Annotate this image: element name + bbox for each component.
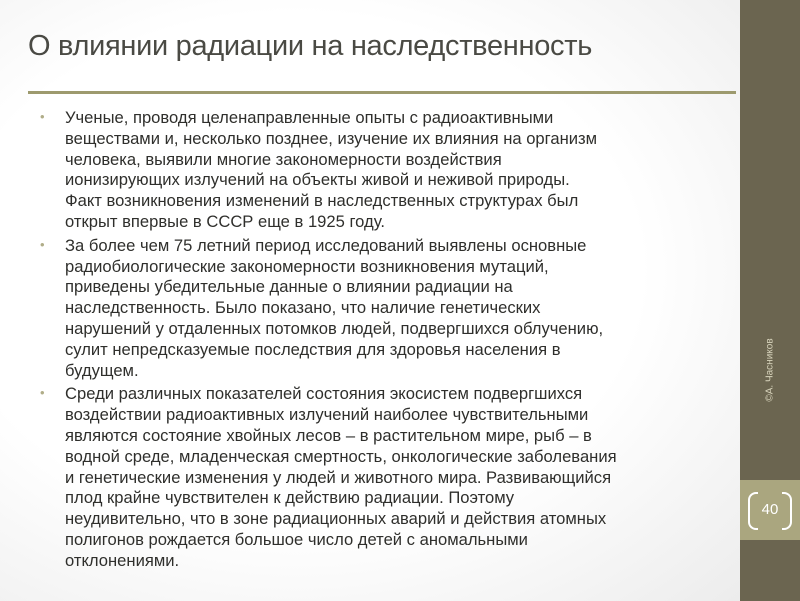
right-bracket-icon bbox=[782, 492, 792, 530]
bullet-icon: • bbox=[40, 109, 45, 124]
bullet-item bbox=[40, 108, 730, 233]
page-number-text: 40 bbox=[761, 501, 779, 518]
page-number bbox=[746, 492, 794, 528]
bullet-item bbox=[40, 384, 730, 571]
bullet-text: Ученые, проводя целенаправленные опыты с радиоактивными веществами и, несколько позднее, изучение их влияния на организм человека, выявили многие закономерности воздействия ионизирующих излучений на объекты живой и неживой природы. Факт возникновения изменений в наследственных структурах был открыт впервые в СССР еще в 1925 году. bbox=[65, 108, 598, 231]
bullet-icon: • bbox=[40, 236, 45, 252]
bullet-text: За более чем 75 летний период исследований выявлены основные радиобиологические закономерности возникновения мутаций, приведены убедительные данные о влиянии радиации на наследственность. Было показано, что наличие генетических нарушений у отдаленных потомков людей, подвергшихся облучению, сулит непредсказуемые последствия для здоровья населения в будущем. bbox=[65, 235, 604, 380]
bullet-list bbox=[40, 108, 730, 575]
left-bracket-icon bbox=[748, 492, 758, 530]
bullet-icon: • bbox=[40, 385, 45, 401]
bullet-item bbox=[40, 236, 730, 382]
bullet-text: Среди различных показателей состояния экосистем подвергшихся воздействии радиоактивных излучений наиболее чувствительными являются состояние хвойных лесов – в растительном мире, рыб – в водной среде, младенческая смертность, онкологические заболевания и генетические изменения у людей и животного мира. Развивающийся плод крайне чувствителен к действию радиации. Поэтому неудивительно, что в зоне радиационных аварий и действия атомных полигонов рождается большое число детей с аномальными отклонениями. bbox=[65, 384, 617, 570]
slide-title: О влиянии радиации на наследственность bbox=[28, 30, 593, 62]
title-divider bbox=[28, 91, 736, 94]
copyright-text: ©А. Часников bbox=[764, 338, 776, 402]
